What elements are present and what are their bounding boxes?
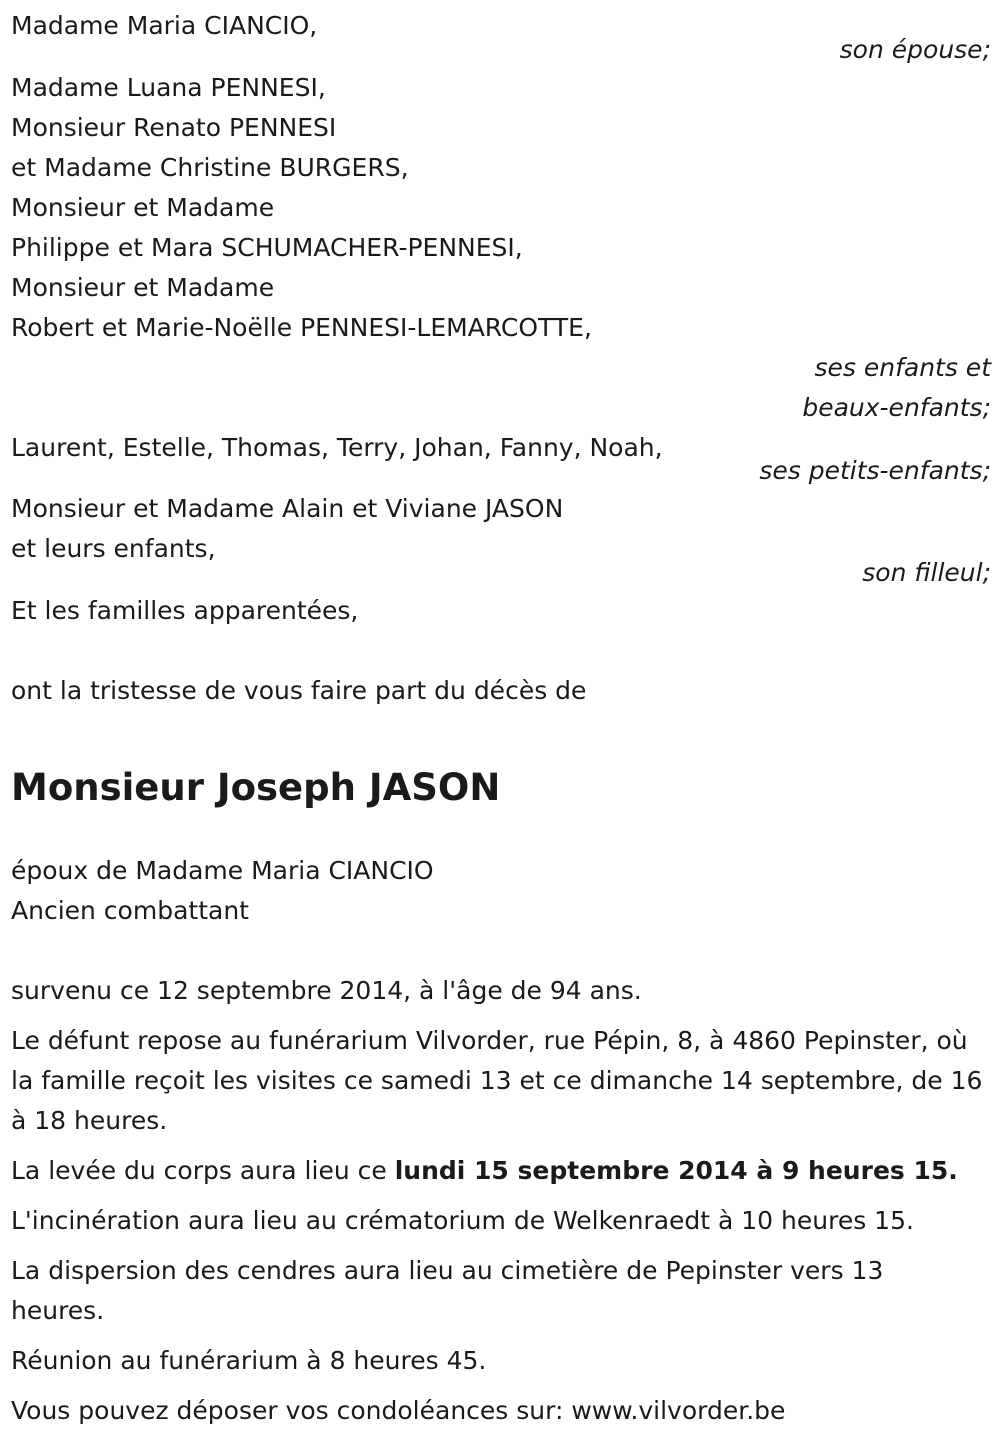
deceased-detail: époux de Madame Maria CIANCIO bbox=[11, 856, 434, 885]
children-relation-line-2: beaux-enfants; bbox=[802, 393, 991, 422]
godson-line: et leurs enfants, bbox=[11, 534, 216, 563]
grandchildren-section bbox=[11, 428, 991, 491]
godson-line: Monsieur et Madame Alain et Viviane JASON bbox=[11, 494, 564, 523]
levee-prefix: La levée du corps aura lieu ce bbox=[11, 1156, 395, 1185]
godson-section bbox=[11, 489, 991, 593]
deceased-details bbox=[11, 851, 991, 931]
relatives-line: Et les familles apparentées, bbox=[11, 596, 359, 625]
viewing-info: Le défunt repose au funérarium Vilvorder, rue Pépin, 8, à 4860 Pepinster, où la famille reçoit les visites ce samedi 13 et ce dimanche 14 septembre, de 16 à 18 heures. bbox=[11, 1026, 983, 1135]
child-line: Robert et Marie-Noëlle PENNESI-LEMARCOTTE, bbox=[11, 313, 592, 342]
grandchildren-names: Laurent, Estelle, Thomas, Terry, Johan, Fanny, Noah, bbox=[11, 433, 663, 462]
spouse-relation: son épouse; bbox=[839, 35, 991, 64]
child-line: Monsieur Renato PENNESI bbox=[11, 113, 337, 142]
child-line: et Madame Christine BURGERS, bbox=[11, 153, 409, 182]
child-line: Philippe et Mara SCHUMACHER-PENNESI, bbox=[11, 233, 523, 262]
children-relation-line-1: ses enfants et bbox=[814, 353, 991, 382]
child-line: Madame Luana PENNESI, bbox=[11, 73, 326, 102]
condolences-info: Vous pouvez déposer vos condoléances sur: www.vilvorder.be bbox=[11, 1396, 786, 1425]
children-section bbox=[11, 68, 991, 428]
deceased-name: Monsieur Joseph JASON bbox=[11, 766, 501, 809]
grandchildren-relation: ses petits-enfants; bbox=[759, 456, 991, 485]
announcement-line: ont la tristesse de vous faire part du décès de bbox=[11, 676, 587, 705]
child-line: Monsieur et Madame bbox=[11, 273, 275, 302]
reunion-info: Réunion au funérarium à 8 heures 45. bbox=[11, 1346, 487, 1375]
death-info: survenu ce 12 septembre 2014, à l'âge de 94 ans. bbox=[11, 976, 642, 1005]
spouse-name: Madame Maria CIANCIO, bbox=[11, 11, 318, 40]
cremation-info: L'incinération aura lieu au crématorium de Welkenraedt à 10 heures 15. bbox=[11, 1206, 914, 1235]
levee-date: lundi 15 septembre 2014 à 9 heures 15. bbox=[394, 1156, 958, 1185]
levee-info bbox=[11, 1151, 991, 1191]
deceased-detail: Ancien combattant bbox=[11, 896, 249, 925]
child-line: Monsieur et Madame bbox=[11, 193, 275, 222]
dispersion-info: La dispersion des cendres aura lieu au cimetière de Pepinster vers 13 heures. bbox=[11, 1256, 884, 1325]
spouse-section bbox=[11, 6, 991, 70]
obituary-notice bbox=[11, 6, 991, 1431]
godson-relation: son filleul; bbox=[862, 558, 991, 587]
